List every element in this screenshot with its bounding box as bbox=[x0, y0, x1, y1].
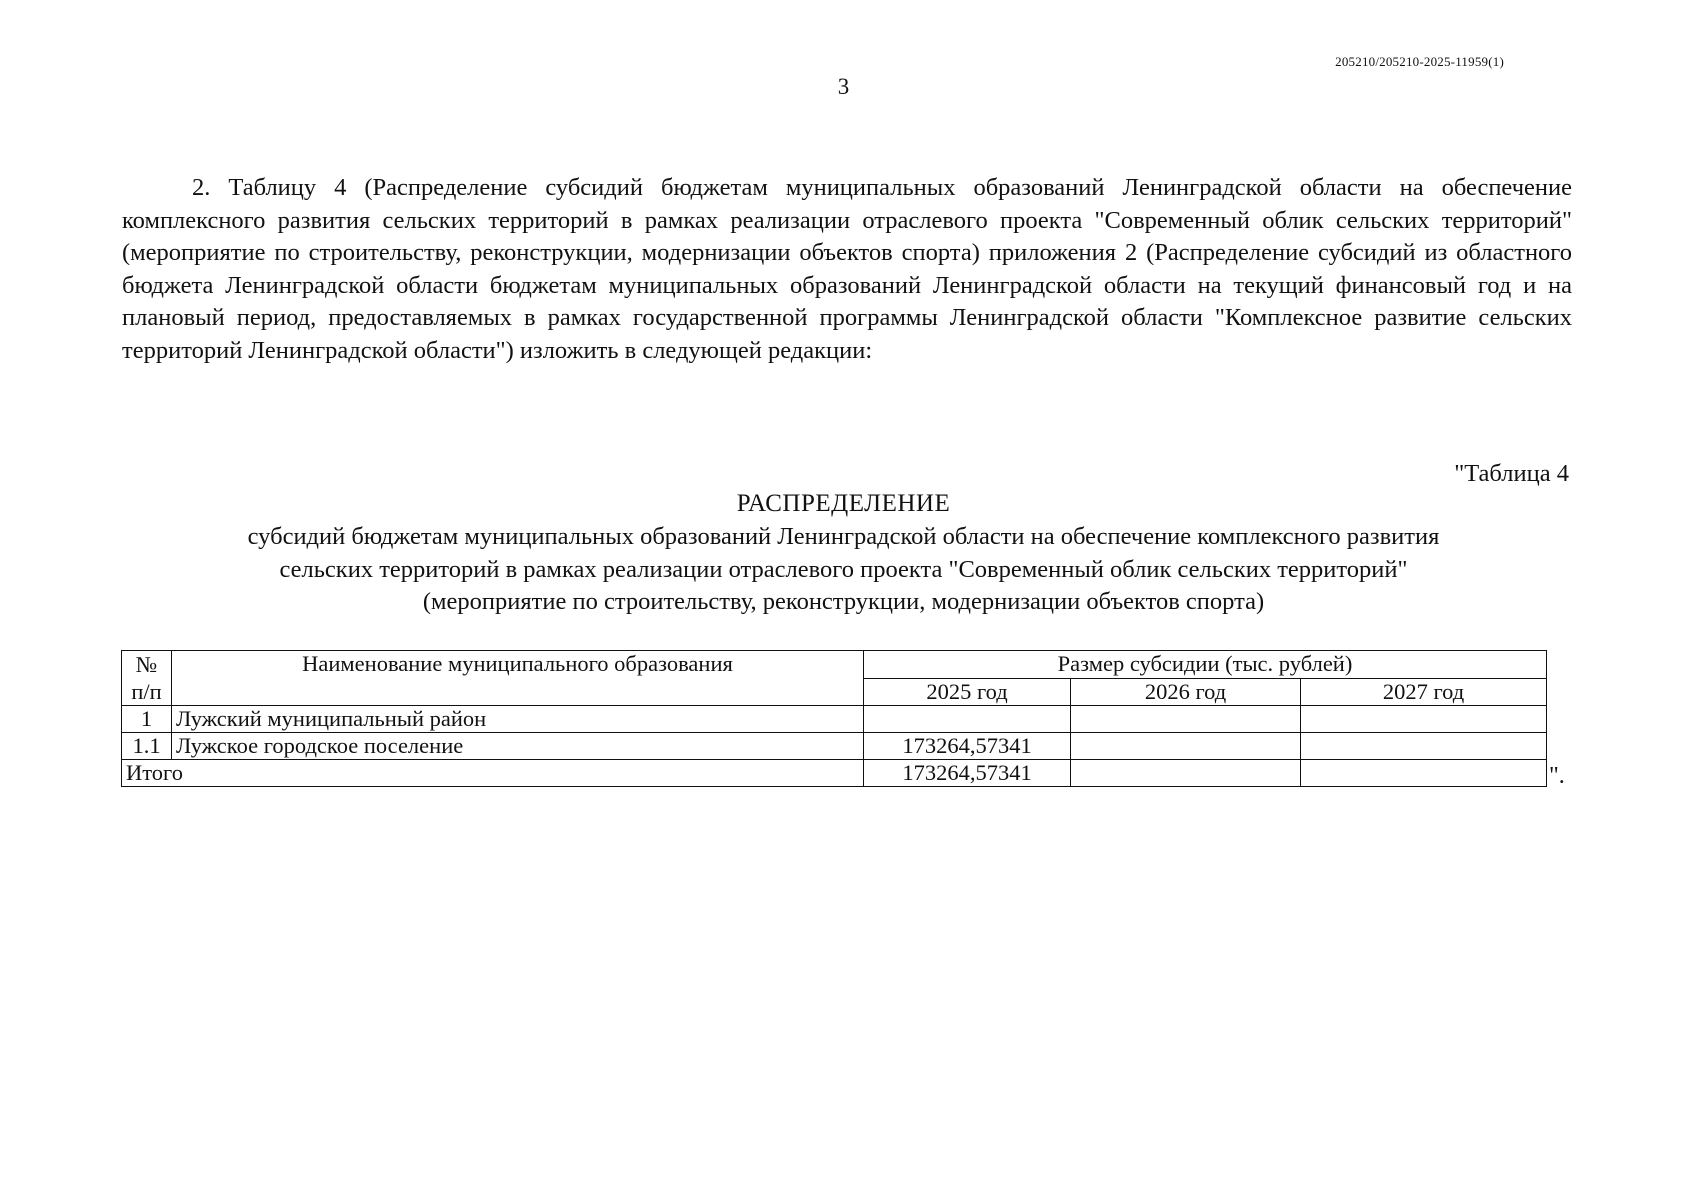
header-year-2026: 2026 год bbox=[1071, 678, 1301, 706]
total-label: Итого bbox=[122, 760, 864, 787]
row-number: 1.1 bbox=[122, 733, 172, 760]
table-subtitle-line: субсидий бюджетам муниципальных образований Ленинградской области на обеспечение комплексного развития bbox=[247, 523, 1440, 550]
table-row bbox=[122, 706, 1547, 733]
table-caption: "Таблица 4 bbox=[1454, 460, 1569, 487]
row-name: Лужское городское поселение bbox=[172, 733, 864, 760]
row-name: Лужский муниципальный район bbox=[172, 706, 864, 733]
table-row bbox=[122, 733, 1547, 760]
header-number-line2: п/п bbox=[131, 679, 162, 704]
table-title: РАСПРЕДЕЛЕНИЕ bbox=[736, 490, 951, 517]
row-value-2026 bbox=[1071, 733, 1301, 760]
page-number: 3 bbox=[837, 74, 850, 99]
header-amount-group: Размер субсидии (тыс. рублей) bbox=[864, 651, 1547, 679]
table-header-row bbox=[122, 651, 1547, 679]
total-value-2025: 173264,57341 bbox=[864, 760, 1071, 787]
row-number: 1 bbox=[122, 706, 172, 733]
table-subtitle-line: сельских территорий в рамках реализации отраслевого проекта "Современный облик сельских территорий" bbox=[279, 555, 1408, 583]
header-name: Наименование муниципального образования bbox=[172, 651, 864, 706]
total-value-2026 bbox=[1071, 760, 1301, 787]
table-closing-mark: ". bbox=[1549, 763, 1565, 789]
total-value-2027 bbox=[1301, 760, 1547, 787]
document-id: 205210/205210-2025-11959(1) bbox=[1335, 54, 1504, 69]
header-year-2027: 2027 год bbox=[1301, 678, 1547, 706]
row-value-2025 bbox=[864, 706, 1071, 733]
table-subtitle-line: (мероприятие по строительству, реконструкции, модернизации объектов спорта) bbox=[422, 588, 1265, 615]
body-paragraph: 2. Таблицу 4 (Распределение субсидий бюджетам муниципальных образований Ленинградской области на обеспечение комплексного развития сельских территорий в рамках реализации отраслевого проекта "Современный облик сельских территорий" (мероприятие по строительству, реконструкции, модернизации объектов спорта) приложения 2 (Распределение субсидий из областного бюджета Ленинградской области бюджетам муниципальных образований Ленинградской области на текущий финансовый год и на плановый период, предоставляемых в рамках государственной программы Ленинградской области "Комплексное развитие сельских территорий Ленинградской области") изложить в следующей редакции: bbox=[122, 174, 1572, 364]
row-value-2027 bbox=[1301, 706, 1547, 733]
header-year-2025: 2025 год bbox=[864, 678, 1071, 706]
table-total-row bbox=[122, 760, 1547, 787]
row-value-2027 bbox=[1301, 733, 1547, 760]
row-value-2026 bbox=[1071, 706, 1301, 733]
row-value-2025: 173264,57341 bbox=[864, 733, 1071, 760]
subsidy-table bbox=[121, 650, 1547, 787]
header-number bbox=[122, 651, 172, 706]
header-number-line1: № bbox=[135, 652, 158, 677]
table-subtitle bbox=[140, 521, 1547, 619]
